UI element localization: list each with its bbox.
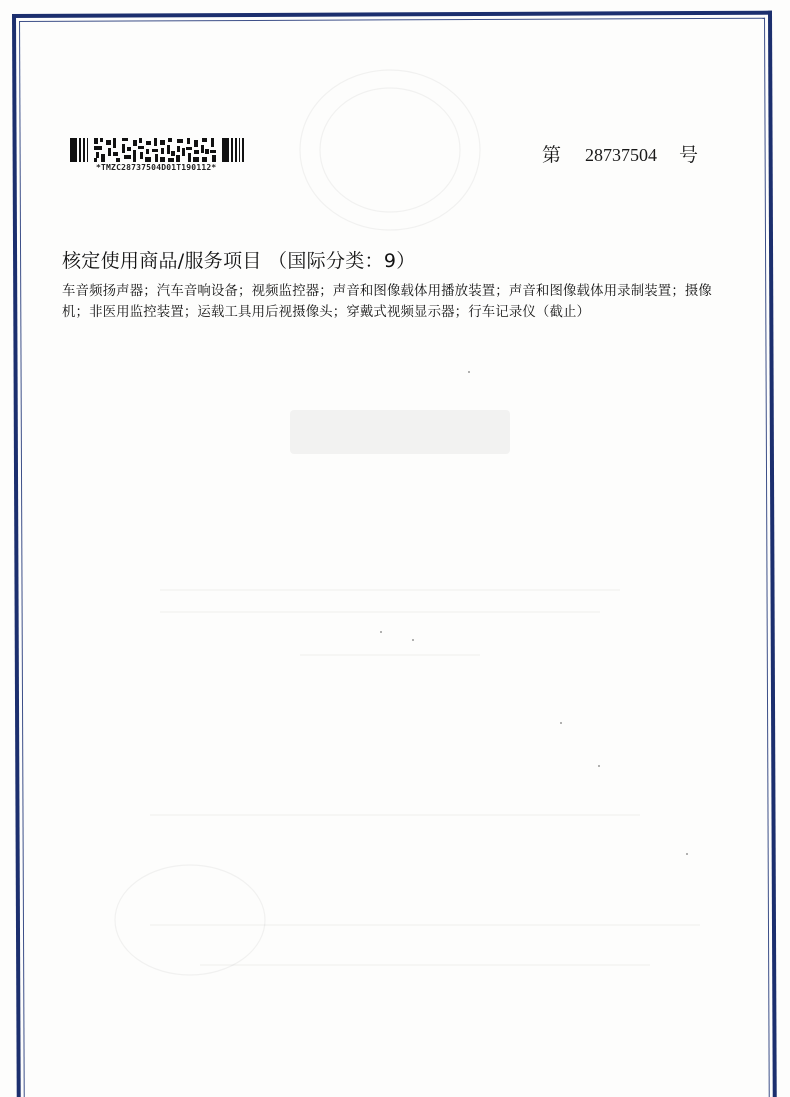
registration-suffix: 号 — [679, 144, 699, 166]
barcode-graphic — [70, 138, 262, 162]
barcode — [70, 138, 270, 172]
registration-number — [542, 140, 698, 167]
paper-speck — [468, 371, 470, 373]
paper-speck — [380, 631, 382, 633]
registration-number-value: 28737504 — [585, 145, 658, 165]
paper-speck — [412, 639, 414, 641]
page-border — [12, 11, 777, 1097]
barcode-code-text: *TMZC28737504D01T190112* — [96, 163, 217, 172]
paper-speck — [560, 722, 562, 724]
paper-speck — [598, 765, 600, 767]
registration-prefix: 第 — [542, 144, 562, 166]
paper-speck — [686, 853, 688, 855]
goods-services-title: 核定使用商品/服务项目 （国际分类：9） — [62, 250, 416, 272]
goods-services-list: 车音频扬声器；汽车音响设备；视频监控器；声音和图像载体用播放装置；声音和图像载体用录制装置；摄像机；非医用监控装置；运载工具用后视摄像头；穿戴式视频显示器；行车记录仪（截止） — [62, 284, 712, 320]
